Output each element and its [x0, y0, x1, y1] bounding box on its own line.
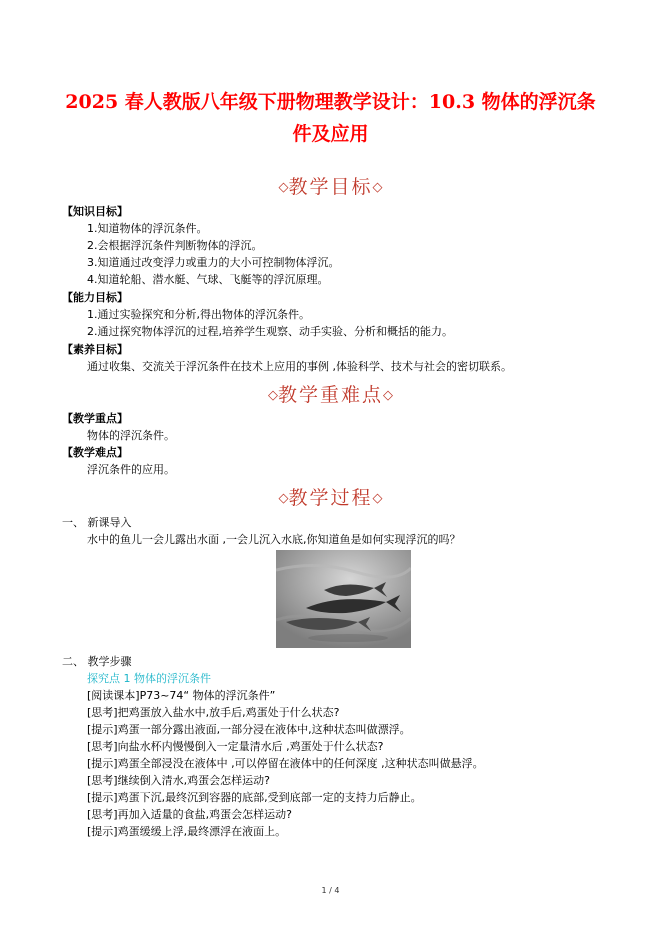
- teaching-step-line: [思考]继续倒入清水,鸡蛋会怎样运动?: [87, 774, 270, 787]
- literacy-objective-text: 通过收集、交流关于浮沉条件在技术上应用的事例 ,体验科学、技术与社会的密切联系。: [87, 360, 512, 373]
- exploration-point-heading: 探究点 1 物体的浮沉条件: [87, 672, 211, 685]
- diamond-icon: ◇: [278, 180, 289, 195]
- teaching-step-line: [阅读课本]P73~74“ 物体的浮沉条件”: [87, 689, 276, 702]
- teaching-step-line: [提示]鸡蛋缓缓上浮,最终漂浮在液面上。: [87, 825, 287, 838]
- teaching-focus-heading: 【教学重点】: [62, 412, 128, 425]
- knowledge-objective-item: 3.知道通过改变浮力或重力的大小可控制物体浮沉。: [87, 256, 340, 269]
- fish-illustration: [276, 550, 411, 648]
- teaching-step-line: [提示]鸡蛋下沉,最终沉到容器的底部,受到底部一定的支持力后静止。: [87, 791, 422, 804]
- literacy-objective-heading: 【素养目标】: [62, 343, 128, 356]
- teaching-step-line: [思考]再加入适量的食盐,鸡蛋会怎样运动?: [87, 808, 292, 821]
- teaching-step-line: [思考]把鸡蛋放入盐水中,放手后,鸡蛋处于什么状态?: [87, 706, 340, 719]
- knowledge-objective-item: 2.会根据浮沉条件判断物体的浮沉。: [87, 239, 263, 252]
- ability-objective-item: 2.通过探究物体浮沉的过程,培养学生观察、动手实验、分析和概括的能力。: [87, 325, 453, 338]
- lesson-intro-heading: 一、 新课导入: [62, 516, 132, 529]
- section-heading-process: ◇教学过程◇: [278, 487, 383, 509]
- document-title-line-1: 2025 春人教版八年级下册物理教学设计：10.3 物体的浮沉条: [65, 91, 596, 113]
- section-heading-key-points: ◇教学重难点◇: [267, 384, 393, 406]
- teaching-difficulty-text: 浮沉条件的应用。: [87, 463, 175, 476]
- teaching-step-line: [思考]向盐水杯内慢慢倒入一定量清水后 ,鸡蛋处于什么状态?: [87, 740, 384, 753]
- diamond-icon: ◇: [267, 388, 278, 403]
- diamond-icon: ◇: [372, 491, 383, 506]
- diamond-icon: ◇: [278, 491, 289, 506]
- teaching-step-line: [提示]鸡蛋全部浸没在液体中 ,可以停留在液体中的任何深度 ,这种状态叫做悬浮。: [87, 757, 484, 770]
- fish-photo: [276, 550, 411, 648]
- ability-objective-item: 1.通过实验探究和分析,得出物体的浮沉条件。: [87, 308, 310, 321]
- document-title-line-2: 件及应用: [292, 123, 369, 145]
- teaching-focus-text: 物体的浮沉条件。: [87, 429, 175, 442]
- section-heading-objectives: ◇教学目标◇: [278, 176, 383, 198]
- knowledge-objective-item: 1.知道物体的浮沉条件。: [87, 222, 208, 235]
- lesson-intro-text: 水中的鱼儿一会儿露出水面 ,一会儿沉入水底,你知道鱼是如何实现浮沉的吗？: [87, 533, 461, 546]
- teaching-difficulty-heading: 【教学难点】: [62, 446, 128, 459]
- diamond-icon: ◇: [372, 180, 383, 195]
- teaching-steps-heading: 二、 教学步骤: [62, 655, 132, 668]
- teaching-step-line: [提示]鸡蛋一部分露出液面,一部分浸在液体中,这种状态叫做漂浮。: [87, 723, 411, 736]
- knowledge-objective-item: 4.知道轮船、潜水艇、气球、飞艇等的浮沉原理。: [87, 273, 329, 286]
- diamond-icon: ◇: [383, 388, 393, 403]
- knowledge-objective-heading: 【知识目标】: [62, 205, 128, 218]
- page-number: 1 / 4: [321, 886, 340, 895]
- ability-objective-heading: 【能力目标】: [62, 291, 128, 304]
